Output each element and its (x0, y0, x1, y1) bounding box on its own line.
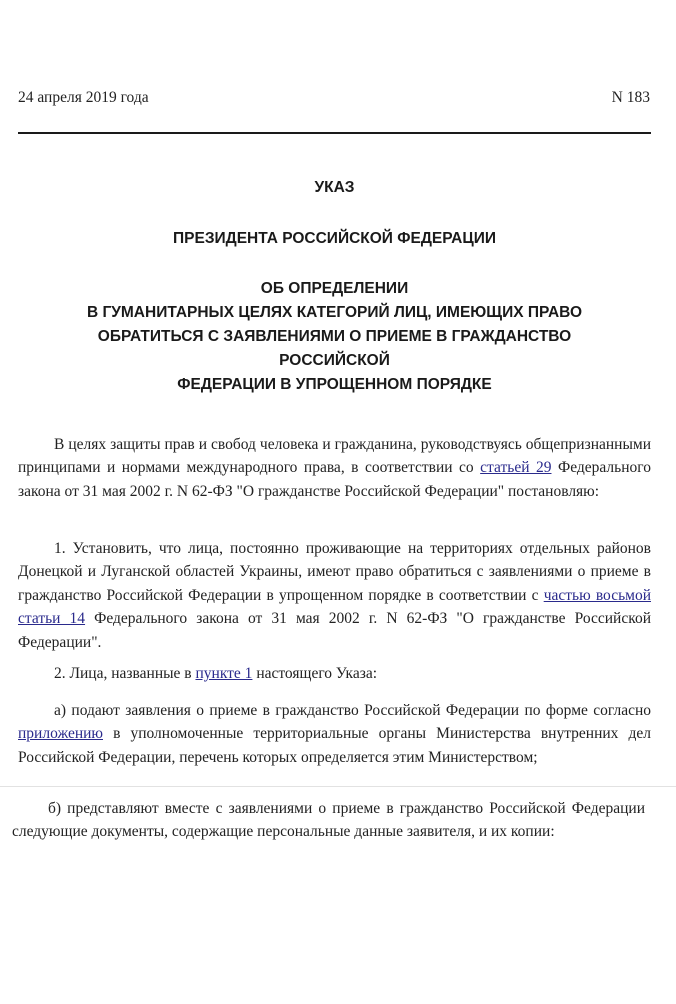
paragraph-text: Федерального закона от 31 мая 2002 г. N 62-ФЗ "О гражданстве Российской Федерации" постановляю: (18, 459, 651, 500)
decree-number: N 183 (611, 89, 650, 106)
header-divider (18, 132, 651, 134)
subject-line: ФЕДЕРАЦИИ В УПРОЩЕННОМ ПОРЯДКЕ (177, 376, 492, 393)
subclause-b-paragraph: б) представляют вместе с заявлениями о приеме в гражданство Российской Федерации следующие документы, содержащие персональные данные заявителя, и их копии: (12, 800, 645, 841)
clause-1-paragraph (18, 537, 651, 654)
paragraph-text: в уполномоченные территориальные органы Министерства внутренних дел Российской Федерации, перечень которых определяется этим Министерством; (18, 725, 651, 766)
paragraph-text: настоящего Указа: (252, 665, 378, 682)
appendix-link[interactable]: приложению (18, 725, 103, 743)
part-eight-article-14-link[interactable]: частью восьмой статьи 14 (18, 586, 651, 628)
clause-2-paragraph (18, 662, 651, 685)
subclause-a-paragraph (18, 699, 651, 769)
subject-line: ОБ ОПРЕДЕЛЕНИИ (260, 280, 409, 297)
clause-1-link[interactable]: пункте 1 (195, 665, 253, 682)
issuer-heading: ПРЕЗИДЕНТА РОССИЙСКОЙ ФЕДЕРАЦИИ (173, 230, 496, 247)
subject-line: РОССИЙСКОЙ (279, 352, 390, 369)
paragraph-text: 1. Установить, что лица, постоянно проживающие на территориях отдельных районов Донецкой и Луганской областей Украины, имеют право обратиться с заявлениями о приеме в гражданство Российской Федерации в упрощенном порядке в соответствии с (18, 540, 651, 604)
section-divider (0, 786, 676, 787)
decree-date: 24 апреля 2019 года (18, 89, 149, 106)
paragraph-text: В целях защиты прав и свобод человека и гражданина, руководствуясь общепризнанными принципами и нормами международного права, в соответствии со (18, 436, 651, 477)
paragraph-text: а) подают заявления о приеме в гражданство Российской Федерации по форме согласно (54, 702, 651, 719)
preamble-paragraph (18, 433, 651, 503)
decree-subject-heading (18, 277, 651, 397)
paragraph-text: Федерального закона от 31 мая 2002 г. N 62-ФЗ "О гражданстве Российской Федерации". (18, 610, 651, 651)
article-29-link[interactable]: статьей 29 (480, 459, 552, 477)
paragraph-text: 2. Лица, названные в (54, 665, 196, 682)
decree-type-heading: УКАЗ (314, 179, 355, 196)
subject-line: ОБРАТИТЬСЯ С ЗАЯВЛЕНИЯМИ О ПРИЕМЕ В ГРАЖДАНСТВО (97, 328, 572, 345)
subject-line: В ГУМАНИТАРНЫХ ЦЕЛЯХ КАТЕГОРИЙ ЛИЦ, ИМЕЮЩИХ ПРАВО (86, 304, 583, 321)
